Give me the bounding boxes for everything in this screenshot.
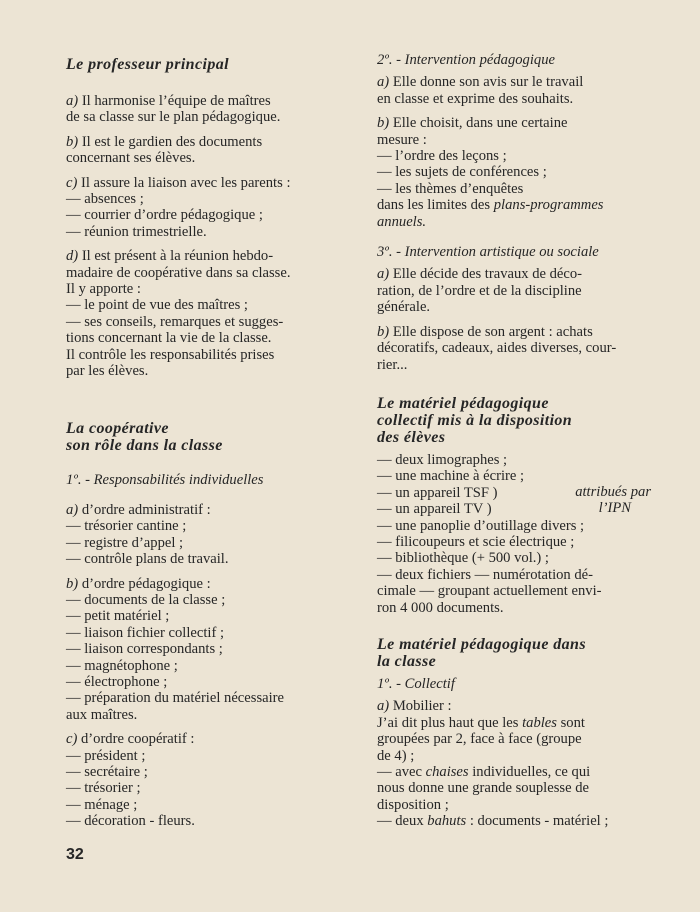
item-label: b) xyxy=(377,115,390,132)
text-line: Il contrôle les responsabilités prises xyxy=(66,346,275,363)
coop-subheading: 1º. - Responsabilités individuelles xyxy=(66,471,264,488)
heading-line: des élèves xyxy=(377,428,446,446)
list-item: — filicoupeurs et scie électrique ; xyxy=(377,533,575,550)
text-line: — magnétophone ; xyxy=(66,657,178,674)
text-line: — registre d’appel ; xyxy=(66,534,184,551)
text-line xyxy=(377,764,651,780)
list-item: cimale — groupant actuellement envi- xyxy=(377,583,602,600)
heading-materiel-classe xyxy=(377,636,651,670)
item-label: a) xyxy=(377,74,390,91)
text-part: nous donne une grande souplesse de xyxy=(377,780,589,797)
item-label: d) xyxy=(66,248,79,265)
prof-item-b xyxy=(66,134,338,167)
text-line: Il harmonise l’équipe de maîtres xyxy=(78,93,271,109)
text-emphasis: tables xyxy=(522,714,557,731)
text-line: — petit matériel ; xyxy=(66,608,170,625)
item-label: c) xyxy=(66,174,78,191)
heading-line: Le matériel pédagogique xyxy=(377,394,549,412)
mobilier-item xyxy=(377,698,651,714)
text-emphasis: annuels. xyxy=(377,213,427,230)
text-line: de sa classe sur le plan pédagogique. xyxy=(66,109,281,126)
text-line: en classe et exprime des souhaits. xyxy=(377,90,574,107)
text-line: — électrophone ; xyxy=(66,673,168,690)
list-item: — deux limographes ; xyxy=(377,451,508,468)
page-number: 32 xyxy=(66,846,84,863)
text-line: — l’ordre des leçons ; xyxy=(377,148,507,165)
text-line: — ménage ; xyxy=(66,796,138,813)
text-emphasis: bahuts xyxy=(427,813,467,830)
text-line: par les élèves. xyxy=(66,363,149,380)
item-label: a) xyxy=(377,266,390,283)
right-column xyxy=(377,52,651,830)
text-line: Elle choisit, dans une certaine xyxy=(389,115,568,132)
item-label: b) xyxy=(66,575,79,592)
coop-item-a xyxy=(66,502,338,568)
text-line: aux maîtres. xyxy=(66,706,138,723)
text-line xyxy=(377,731,651,747)
mobilier-text xyxy=(377,715,651,830)
text-line xyxy=(377,780,651,796)
text-line: — trésorier ; xyxy=(66,780,141,797)
text-line: — documents de la classe ; xyxy=(66,591,226,608)
text-line: Elle donne son avis sur le travail xyxy=(389,74,584,91)
text-line: mesure : xyxy=(377,131,427,148)
text-line: — trésorier cantine ; xyxy=(66,518,187,535)
text-part: de 4) ; xyxy=(377,747,415,764)
r2-item-b xyxy=(377,115,651,230)
text-line: d’ordre pédagogique : xyxy=(78,575,211,592)
heading-line: son rôle dans la classe xyxy=(66,436,223,454)
list-item: — une panoplie d’outillage divers ; xyxy=(377,517,585,534)
text-line: Il est le gardien des documents xyxy=(78,133,263,150)
r3-item-a xyxy=(377,266,651,315)
list-item: — un appareil TV ) xyxy=(377,501,492,518)
text-line: — préparation du matériel nécessaire xyxy=(66,690,284,707)
collectif-subheading: 1º. - Collectif xyxy=(377,675,455,692)
text-line: dans les limites des xyxy=(377,197,494,214)
text-part: : documents - matériel ; xyxy=(466,813,609,830)
text-line: Il assure la liaison avec les parents : xyxy=(77,174,291,191)
text-line: Mobilier : xyxy=(389,698,452,715)
heading-line: Le matériel pédagogique dans xyxy=(377,635,586,653)
text-line: rier... xyxy=(377,356,408,373)
text-line: générale. xyxy=(377,299,431,316)
item-label: b) xyxy=(66,133,79,150)
heading-professeur-principal: Le professeur principal xyxy=(66,56,229,73)
text-line: — ses conseils, remarques et sugges- xyxy=(66,313,284,330)
text-line: — liaison fichier collectif ; xyxy=(66,624,225,641)
text-line: Il est présent à la réunion hebdo- xyxy=(78,248,274,265)
text-line: concernant ses élèves. xyxy=(66,150,196,167)
list-item: ron 4 000 documents. xyxy=(377,599,504,616)
text-line: Elle dispose de son argent : achats xyxy=(389,323,593,340)
text-line: tions concernant la vie de la classe. xyxy=(66,330,272,347)
text-line: madaire de coopérative dans sa classe. xyxy=(66,264,291,281)
text-line: — les sujets de conférences ; xyxy=(377,164,547,181)
text-line xyxy=(377,715,651,731)
text-line xyxy=(377,797,651,813)
coop-item-c xyxy=(66,731,338,829)
text-line: ration, de l’ordre et de la discipline xyxy=(377,282,582,299)
prof-item-a xyxy=(66,93,338,126)
text-line xyxy=(377,748,651,764)
coop-item-b xyxy=(66,576,338,724)
aside-ipn: l’IPN xyxy=(598,499,631,516)
text-line: — les thèmes d’enquêtes xyxy=(377,180,524,197)
aside-attribues: attribués par xyxy=(575,483,651,500)
materiel-list xyxy=(377,452,651,616)
r2-item-a xyxy=(377,74,651,107)
text-line: — courrier d’ordre pédagogique ; xyxy=(66,207,263,224)
text-line: décoratifs, cadeaux, aides diverses, cour- xyxy=(377,340,617,357)
text-emphasis: chaises xyxy=(425,764,469,780)
text-line: — secrétaire ; xyxy=(66,764,148,780)
r3-item-b xyxy=(377,324,651,373)
text-part: — avec xyxy=(377,764,426,780)
heading-line: la classe xyxy=(377,652,437,670)
text-line: Il y apporte : xyxy=(66,281,141,298)
text-line: — le point de vue des maîtres ; xyxy=(66,297,248,314)
text-line xyxy=(377,813,651,829)
item-label: a) xyxy=(66,93,79,109)
item-label: c) xyxy=(66,731,78,748)
text-part: sont xyxy=(556,714,585,731)
text-line: — président ; xyxy=(66,747,146,764)
text-line: d’ordre coopératif : xyxy=(77,731,195,748)
prof-item-d xyxy=(66,248,338,379)
text-part: — deux xyxy=(377,813,428,830)
item-label: a) xyxy=(66,501,79,518)
text-part: groupées par 2, face à face (groupe xyxy=(377,731,582,748)
text-part: individuelles, ce qui xyxy=(468,764,591,780)
text-part: disposition ; xyxy=(377,796,449,813)
text-part: J’ai dit plus haut que les xyxy=(377,714,523,731)
text-line: — absences ; xyxy=(66,191,144,208)
text-line: — contrôle plans de travail. xyxy=(66,551,229,568)
item-label: a) xyxy=(377,698,390,715)
heading-materiel-collectif xyxy=(377,395,651,446)
text-line: d’ordre administratif : xyxy=(78,501,211,518)
item-label: b) xyxy=(377,323,390,340)
text-emphasis: plans-programmes xyxy=(493,197,604,214)
list-item: — une machine à écrire ; xyxy=(377,468,525,485)
text-line: Elle décide des travaux de déco- xyxy=(389,266,583,283)
text-line: — liaison correspondants ; xyxy=(66,641,223,658)
prof-item-c xyxy=(66,175,338,241)
list-item: — bibliothèque (+ 500 vol.) ; xyxy=(377,550,549,567)
list-item: — un appareil TSF ) xyxy=(377,484,498,501)
text-line: — décoration - fleurs. xyxy=(66,813,195,830)
intervention-pedagogique-subheading: 2º. - Intervention pédagogique xyxy=(377,52,555,68)
heading-line: La coopérative xyxy=(66,419,169,437)
heading-cooperative xyxy=(66,420,338,454)
intervention-artistique-subheading: 3º. - Intervention artistique ou sociale xyxy=(377,244,599,261)
list-item: — deux fichiers — numérotation dé- xyxy=(377,566,594,583)
text-line: — réunion trimestrielle. xyxy=(66,223,207,240)
heading-line: collectif mis à la disposition xyxy=(377,411,573,429)
left-column xyxy=(66,52,338,830)
